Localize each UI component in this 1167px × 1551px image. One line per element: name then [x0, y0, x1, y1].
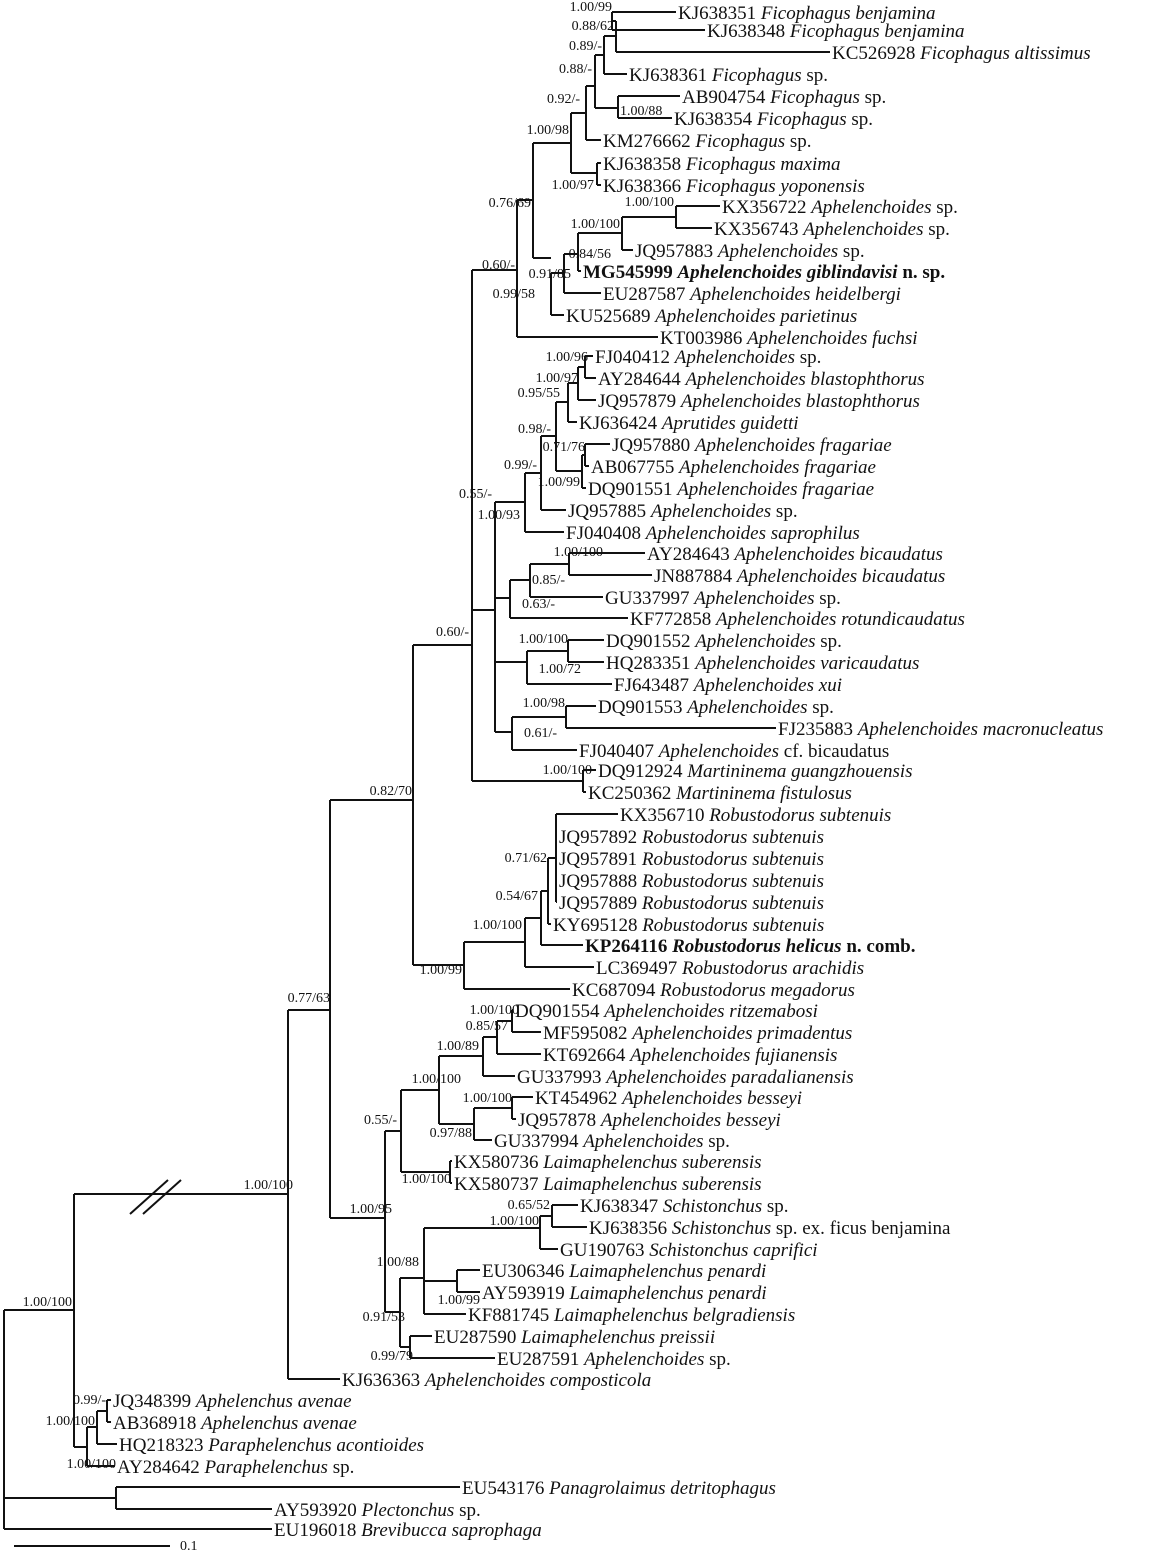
tip-label: JQ957892 Robustodorus subtenuis [559, 827, 824, 848]
tip-label: KJ638348 Ficophagus benjamina [707, 21, 965, 42]
tip-label: KT454962 Aphelenchoides besseyi [535, 1088, 802, 1109]
support-value: 0.60/- [435, 625, 469, 640]
support-value: 0.61/- [523, 726, 557, 741]
tip-label: GU337994 Aphelenchoides sp. [494, 1131, 730, 1152]
support-value: 1.00/99 [569, 0, 612, 15]
support-value: 1.00/72 [538, 662, 581, 677]
tip-label: HQ218323 Paraphelenchus acontioides [119, 1435, 425, 1456]
tip-label: GU190763 Schistonchus caprifici [560, 1240, 818, 1261]
support-value: 0.98/- [517, 422, 551, 437]
support-value: 0.91/53 [362, 1310, 405, 1325]
tip-label: JN887884 Aphelenchoides bicaudatus [654, 566, 946, 587]
support-value: 0.84/56 [568, 247, 611, 262]
tip-label: EU196018 Brevibucca saprophaga [274, 1520, 542, 1541]
tip-label: KY695128 Robustodorus subtenuis [553, 915, 825, 936]
support-value: 0.95/55 [517, 386, 560, 401]
tip-label: EU287590 Laimaphelenchus preissii [434, 1327, 716, 1348]
tip-label: JQ957888 Robustodorus subtenuis [559, 871, 824, 892]
support-value: 0.71/62 [504, 851, 547, 866]
tip-label: FJ643487 Aphelenchoides xui [614, 675, 842, 696]
support-value: 1.00/100 [469, 1003, 519, 1018]
support-value: 1.00/99 [537, 475, 580, 490]
support-value: 1.00/100 [489, 1214, 539, 1229]
tip-label: LC369497 Robustodorus arachidis [596, 958, 865, 979]
tip-label: KJ636424 Aprutides guidetti [579, 413, 799, 434]
tip-label: JQ957889 Robustodorus subtenuis [559, 893, 824, 914]
tip-label-new-combination: KP264116 Robustodorus helicus n. comb. [585, 936, 916, 957]
tip-label: DQ901554 Aphelenchoides ritzemabosi [515, 1001, 818, 1022]
support-value: 1.00/96 [545, 350, 588, 365]
support-value: 0.55/- [458, 487, 492, 502]
support-value: 1.00/100 [45, 1414, 95, 1429]
tip-label: FJ235883 Aphelenchoides macronucleatus [778, 719, 1104, 740]
tip-label: KJ638354 Ficophagus sp. [674, 109, 873, 130]
tip-label: KX356743 Aphelenchoides sp. [714, 219, 950, 240]
support-value: 0.89/- [568, 39, 602, 54]
tip-label: AB368918 Aphelenchus avenae [113, 1413, 357, 1434]
tip-label: AY284643 Aphelenchoides bicaudatus [647, 544, 943, 565]
tip-label: KJ638358 Ficophagus maxima [603, 154, 841, 175]
support-value: 0.92/- [546, 92, 580, 107]
tip-label: KJ636363 Aphelenchoides composticola [342, 1370, 652, 1391]
support-value: 0.65/52 [507, 1198, 550, 1213]
tip-label: KX356710 Robustodorus subtenuis [620, 805, 892, 826]
support-value: 0.91/85 [528, 267, 571, 282]
support-value: 1.00/97 [551, 178, 594, 193]
tip-label: KF772858 Aphelenchoides rotundicaudatus [630, 609, 965, 630]
support-value: 0.63/- [521, 597, 555, 612]
support-value: 1.00/100 [411, 1072, 461, 1087]
tip-label: EU306346 Laimaphelenchus penardi [482, 1261, 767, 1282]
tip-label: KT003986 Aphelenchoides fuchsi [660, 328, 918, 349]
tip-label: KC526928 Ficophagus altissimus [832, 43, 1091, 64]
support-value: 0.54/67 [495, 889, 538, 904]
tip-label: DQ901552 Aphelenchoides sp. [606, 631, 842, 652]
support-value: 0.77/63 [287, 991, 330, 1006]
support-value: 0.99/- [72, 1393, 106, 1408]
tip-label: FJ040407 Aphelenchoides cf. bicaudatus [579, 741, 890, 762]
support-value: 0.85/57 [465, 1019, 508, 1034]
support-value: 1.00/100 [462, 1091, 512, 1106]
support-value: 1.00/99 [437, 1293, 480, 1308]
tip-label: KX356722 Aphelenchoides sp. [722, 197, 958, 218]
tip-label: GU337997 Aphelenchoides sp. [605, 588, 841, 609]
tip-label: DQ901551 Aphelenchoides fragariae [588, 479, 875, 500]
tip-label: KX580736 Laimaphelenchus suberensis [454, 1152, 762, 1173]
tip-label: FJ040408 Aphelenchoides saprophilus [566, 523, 860, 544]
support-value: 1.00/98 [522, 696, 565, 711]
support-value: 0.88/- [558, 62, 592, 77]
support-value: 1.00/88 [620, 104, 663, 119]
tip-label: JQ957880 Aphelenchoides fragariae [612, 435, 892, 456]
tip-label: AB904754 Ficophagus sp. [682, 87, 887, 108]
support-value: 0.97/88 [429, 1126, 472, 1141]
scale-bar-label: 0.1 [180, 1539, 198, 1551]
tip-label: JQ957885 Aphelenchoides sp. [568, 501, 798, 522]
tip-label: JQ957883 Aphelenchoides sp. [635, 241, 865, 262]
support-value: 0.99/79 [370, 1349, 413, 1364]
tip-label: AY593920 Plectonchus sp. [274, 1500, 481, 1521]
support-value: 1.00/100 [22, 1295, 72, 1310]
support-value: 1.00/100 [553, 545, 603, 560]
support-value: 1.00/100 [542, 763, 592, 778]
tip-label: EU287587 Aphelenchoides heidelbergi [603, 284, 901, 305]
tip-label: AY593919 Laimaphelenchus penardi [482, 1283, 767, 1304]
tip-label: AY284642 Paraphelenchus sp. [117, 1457, 355, 1478]
support-value: 1.00/100 [66, 1457, 116, 1472]
tip-label: KC250362 Martininema fistulosus [588, 783, 852, 804]
support-value: 1.00/97 [535, 371, 578, 386]
tip-label: DQ901553 Aphelenchoides sp. [598, 697, 834, 718]
support-value: 1.00/100 [570, 217, 620, 232]
tip-label: KJ638351 Ficophagus benjamina [678, 3, 936, 24]
tip-label: JQ348399 Aphelenchus avenae [113, 1391, 352, 1412]
tip-label: HQ283351 Aphelenchoides varicaudatus [606, 653, 920, 674]
support-value: 0.55/- [363, 1113, 397, 1128]
tip-label: KC687094 Robustodorus megadorus [572, 980, 855, 1001]
tip-label: JQ957879 Aphelenchoides blastophthorus [598, 391, 920, 412]
support-value: 1.00/100 [401, 1172, 451, 1187]
support-value: 0.82/70 [369, 784, 412, 799]
support-value: 1.00/98 [526, 123, 569, 138]
support-value: 1.00/88 [376, 1255, 419, 1270]
scale-bar [14, 1539, 198, 1551]
tip-label: JQ957891 Robustodorus subtenuis [559, 849, 824, 870]
tip-label: KJ638347 Schistonchus sp. [580, 1196, 789, 1217]
support-value: 1.00/89 [436, 1039, 479, 1054]
support-value: 1.00/100 [472, 918, 522, 933]
support-value: 1.00/100 [624, 195, 674, 210]
tip-label: EU287591 Aphelenchoides sp. [497, 1349, 731, 1370]
support-value: 1.00/95 [349, 1202, 392, 1217]
tip-label: MF595082 Aphelenchoides primadentus [543, 1023, 853, 1044]
support-value: 0.76/69 [488, 196, 531, 211]
tip-label: KJ638366 Ficophagus yoponensis [603, 176, 865, 197]
tip-label: KX580737 Laimaphelenchus suberensis [454, 1174, 762, 1195]
tip-label: KF881745 Laimaphelenchus belgradiensis [468, 1305, 796, 1326]
support-value: 0.60/- [481, 258, 515, 273]
tip-label: EU543176 Panagrolaimus detritophagus [462, 1478, 776, 1499]
tip-label: JQ957878 Aphelenchoides besseyi [518, 1110, 781, 1131]
branch-break-marks [130, 1180, 181, 1214]
tip-label: KJ638356 Schistonchus sp. ex. ficus benjamina [589, 1218, 951, 1239]
support-value: 0.71/76 [542, 440, 585, 455]
tip-label: DQ912924 Martininema guangzhouensis [598, 761, 913, 782]
tip-label: AY284644 Aphelenchoides blastophthorus [598, 369, 925, 390]
tip-label: KU525689 Aphelenchoides parietinus [566, 306, 858, 327]
tip-label: KJ638361 Ficophagus sp. [629, 65, 828, 86]
support-value: 1.00/99 [419, 963, 462, 978]
tip-label: KT692664 Aphelenchoides fujianensis [543, 1045, 838, 1066]
support-value: 1.00/93 [477, 508, 520, 523]
tip-label: KM276662 Ficophagus sp. [603, 131, 812, 152]
tip-label-new-species: MG545999 Aphelenchoides giblindavisi n. sp. [583, 262, 946, 283]
support-value: 0.99/- [503, 458, 537, 473]
tip-label: AB067755 Aphelenchoides fragariae [591, 457, 876, 478]
support-value: 0.88/62 [571, 19, 614, 34]
support-value: 0.85/- [531, 573, 565, 588]
tip-label: FJ040412 Aphelenchoides sp. [595, 347, 822, 368]
support-value: 1.00/100 [518, 632, 568, 647]
support-value: 1.00/100 [243, 1178, 293, 1193]
tip-label: GU337993 Aphelenchoides paradalianensis [517, 1067, 854, 1088]
support-value: 0.99/58 [492, 287, 535, 302]
